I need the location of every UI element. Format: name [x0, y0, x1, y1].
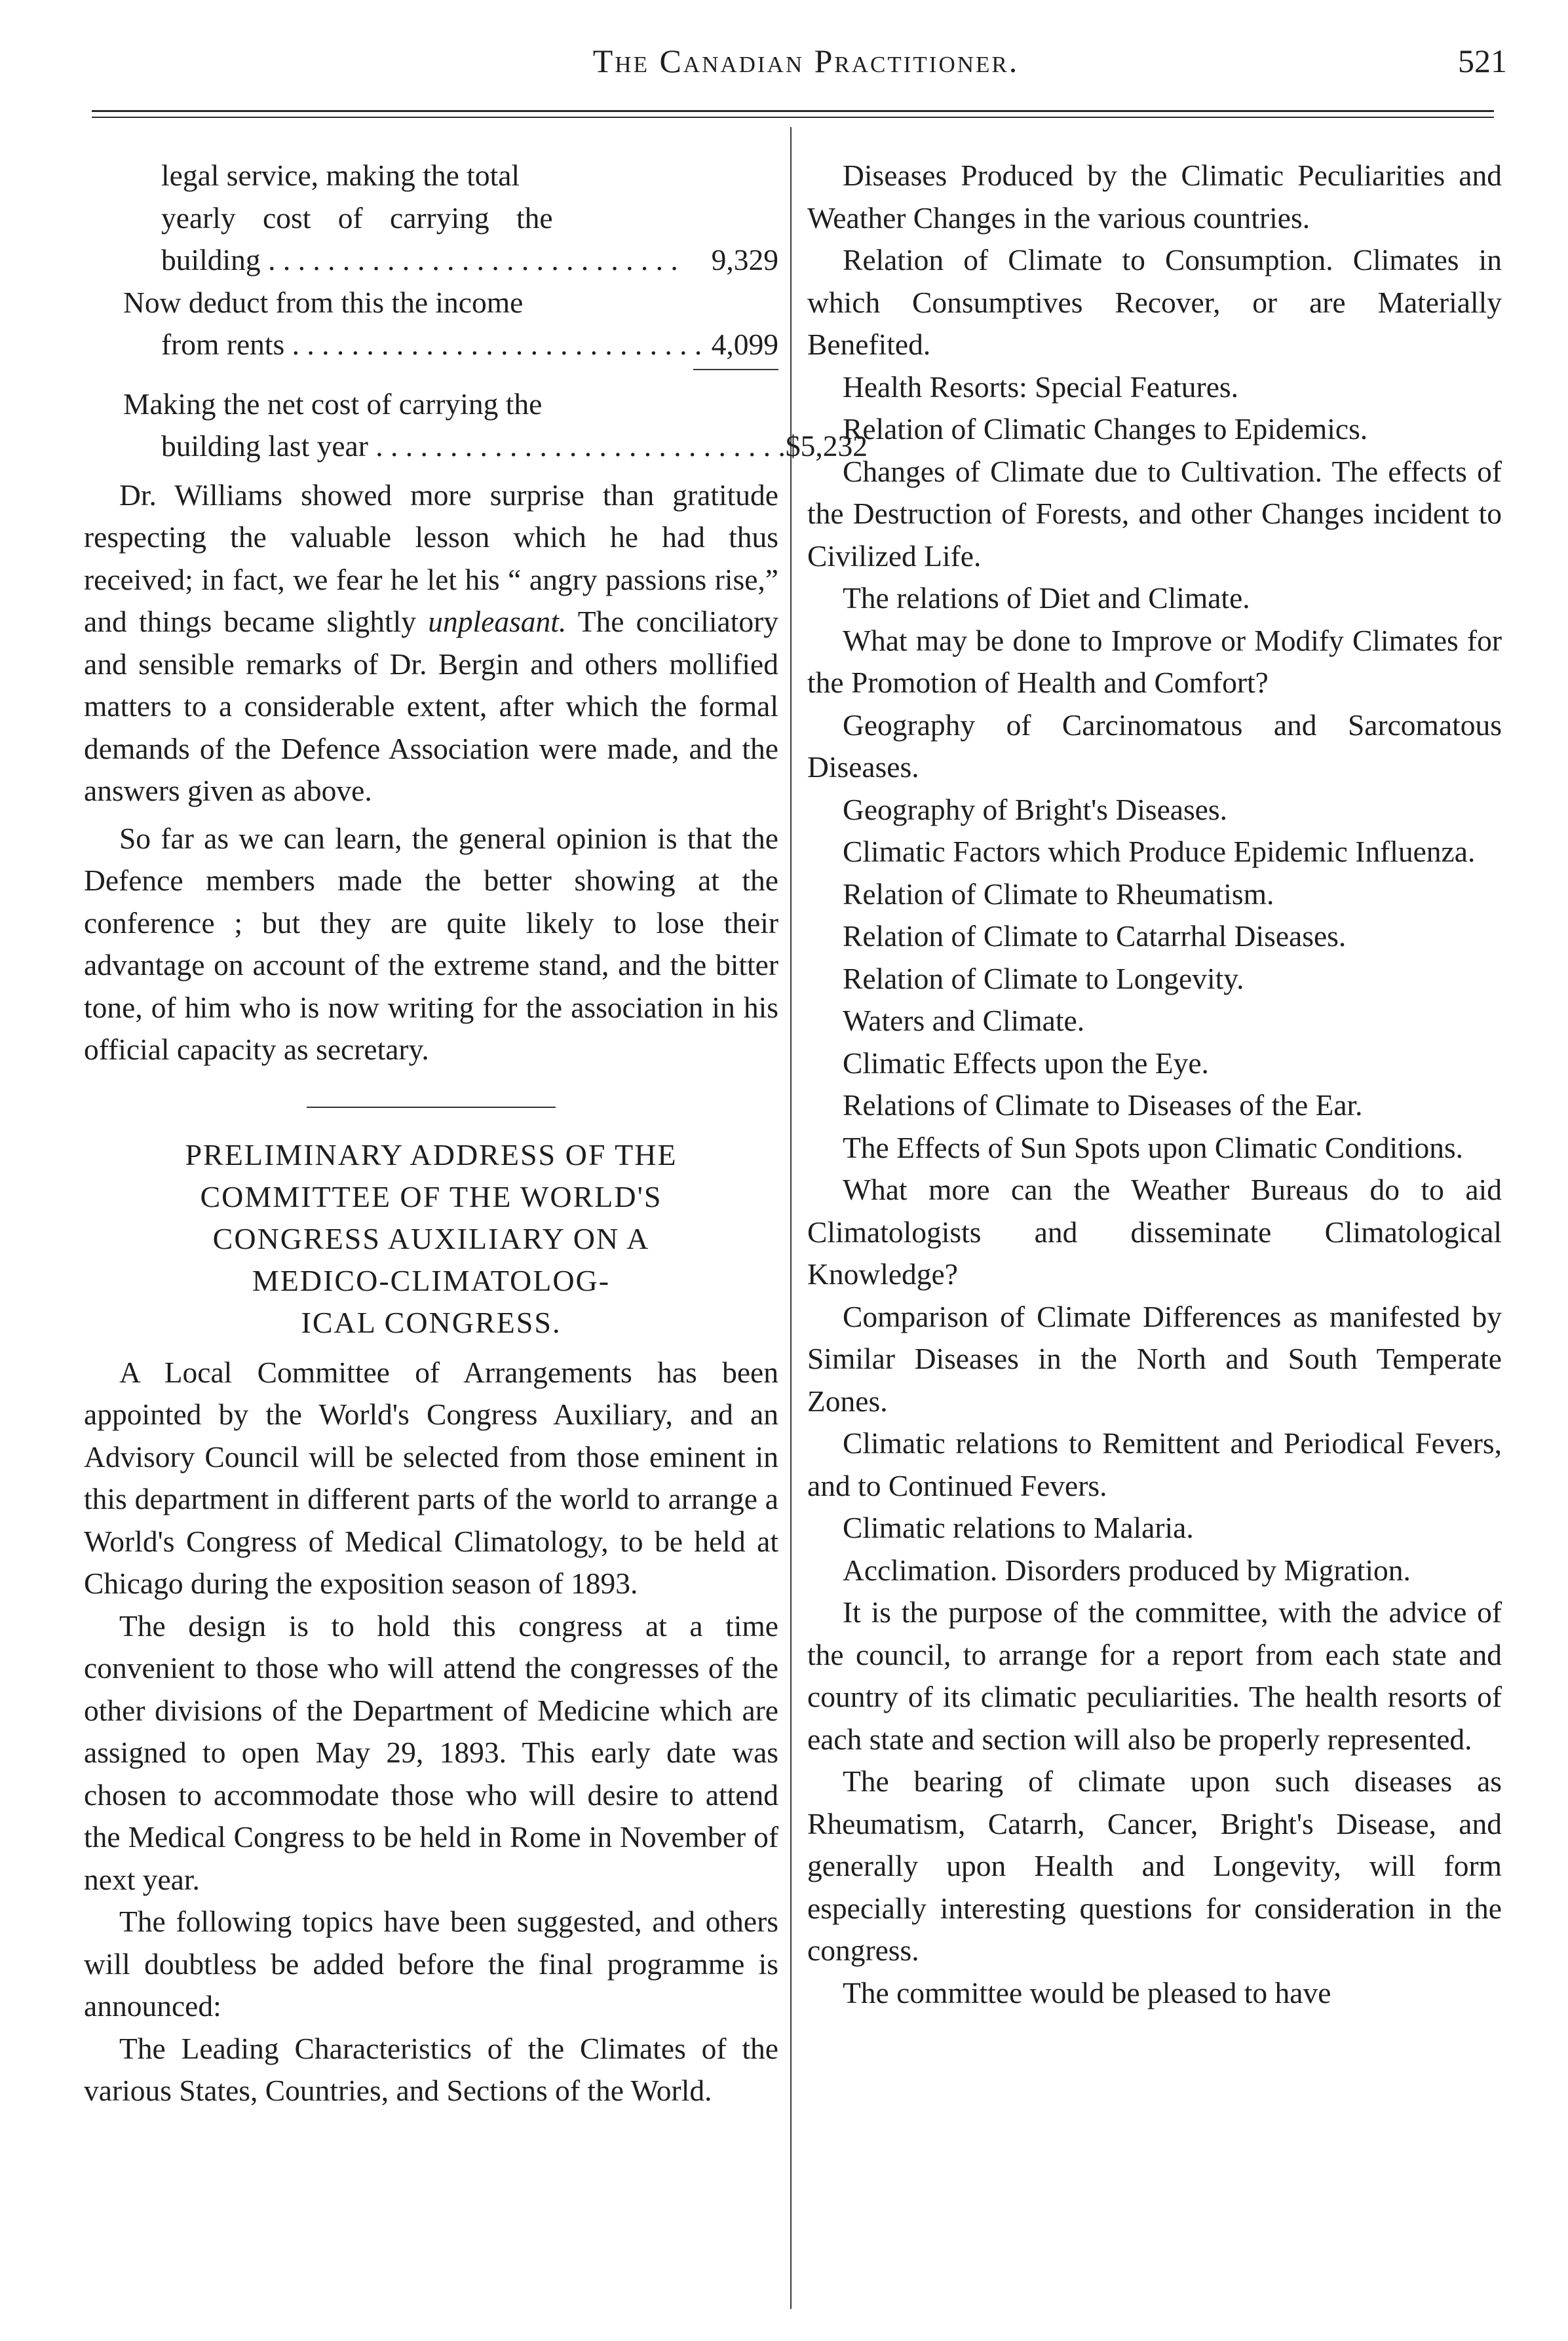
- topic-item: Diseases Produced by the Climatic Peculiarities and Weather Changes in the various countries.: [807, 159, 1502, 235]
- topic-item: Relation of Climate to Catarrhal Diseases.: [843, 919, 1347, 953]
- topic-item: What more can the Weather Bureaus do to aid Climatologists and disseminate Climatological Knowledge?: [807, 1173, 1502, 1291]
- cost-row-2-amount: 4,099: [711, 328, 778, 361]
- article-title-line-4: MEDICO-CLIMATOLOG-: [252, 1263, 611, 1297]
- paragraph-committee: A Local Committee of Arrangements has been appointed by the World's Congress Auxiliary, and an Advisory Council will be selected from those eminent in this department in different parts of the world to arrange a World's Congress of Medical Climatology, to be held at Chicago during the exposition season of 1893.: [84, 1355, 778, 1600]
- paragraph-leading-characteristics: The Leading Characteristics of the Climates of the various States, Countries, and Sections of the World.: [84, 2031, 778, 2107]
- topic-item: Relation of Climate to Longevity.: [843, 961, 1244, 995]
- topic-item: Health Resorts: Special Features.: [843, 370, 1238, 404]
- emphasis-unpleasant: unpleasant.: [428, 605, 567, 638]
- topic-item: Geography of Bright's Diseases.: [843, 792, 1227, 826]
- topic-item: Climatic relations to Malaria.: [843, 1511, 1194, 1544]
- paragraph-topics-intro: The following topics have been suggested, and others will doubtless be added before the final programme is announced:: [84, 1905, 778, 2023]
- topic-item: Relation of Climate to Rheumatism.: [843, 877, 1274, 911]
- cost-row-2-label: from rents: [161, 328, 285, 361]
- header-rule: [92, 110, 1494, 112]
- paragraph-design: The design is to hold this congress at a time convenient to those who will attend the congresses of the other divisions of the Department of Medicine which are assigned to open May 29, 1893. This early date was chosen to accommodate those who will desire to attend the Medical Congress to be held in Rome in November of next year.: [84, 1608, 778, 1896]
- topic-item: Comparison of Climate Differences as manifested by Similar Diseases in the North and South Temperate Zones.: [807, 1299, 1502, 1418]
- paragraph-opinion: So far as we can learn, the general opinion is that the Defence members made the better showing at the conference ; but they are quite likely to lose their advantage on account of the extreme stand, and the bitter tone, of him who is now writing for the association in his official capacity as secretary.: [84, 821, 778, 1066]
- page-number: 521: [1458, 43, 1507, 79]
- cost-row-2-line-1: Now deduct from this the income: [123, 285, 524, 319]
- paragraph-final: The committee would be pleased to have: [843, 1975, 1331, 2009]
- topic-item: Climatic Effects upon the Eye.: [843, 1046, 1209, 1080]
- cost-row-1-total: building . . . . . . . . . . . . . . . . . . . . . . . . . . . . 9,329: [84, 239, 778, 282]
- article-title: [84, 1134, 778, 1344]
- topic-item: Changes of Climate due to Cultivation. The effects of the Destruction of Forests, and other Changes incident to Civilized Life.: [807, 454, 1502, 573]
- header-rule-thin: [92, 117, 1494, 118]
- cost-row-3-line-1: Making the net cost of carrying the: [123, 387, 543, 421]
- topic-item: Relation of Climatic Changes to Epidemics.: [843, 412, 1368, 446]
- left-column: [84, 155, 868, 2112]
- topic-item: Geography of Carcinomatous and Sarcomatous Diseases.: [807, 708, 1502, 784]
- topic-item: What may be done to Improve or Modify Climates for the Promotion of Health and Comfort?: [807, 623, 1502, 699]
- section-rule: [307, 1107, 556, 1108]
- topic-item: Relation of Climate to Consumption. Climates in which Consumptives Recover, or are Materially Benefited.: [807, 243, 1502, 361]
- article-title-line-5: ICAL CONGRESS.: [301, 1305, 562, 1339]
- cost-row-3-amount: $5,232: [785, 429, 868, 463]
- topic-item: The relations of Diet and Climate.: [843, 581, 1250, 615]
- topic-item: Acclimation. Disorders produced by Migration.: [843, 1553, 1411, 1587]
- cost-row-3-total: building last year . . . . . . . . . . . . . . . . . . . . . . . . . . . . $5,232: [84, 425, 778, 468]
- topic-item: Relations of Climate to Diseases of the Ear.: [843, 1088, 1363, 1122]
- cost-row-1-line-1: legal service, making the total: [161, 159, 520, 192]
- article-title-line-3: CONGRESS AUXILIARY ON A: [212, 1221, 650, 1255]
- paragraph-williams: Dr. Williams showed more surprise than gratitude respecting the valuable lesson which he had thus received; in fact, we fear he let his “ angry passions rise,” and things became slightly unpleasant. The conciliatory and sensible remarks of Dr. Bergin and others mollified matters to a considerable extent, after which the formal demands of the Defence Association were made, and the answers given as above.: [84, 478, 778, 807]
- running-title: The Canadian Practitioner.: [592, 43, 1020, 79]
- cost-row-1-amount: 9,329: [711, 243, 778, 276]
- right-column: [807, 155, 1502, 2014]
- topic-item: The Effects of Sun Spots upon Climatic Conditions.: [843, 1130, 1464, 1164]
- topic-item: Waters and Climate.: [843, 1004, 1085, 1037]
- paragraph-bearing: The bearing of climate upon such diseases as Rheumatism, Catarrh, Cancer, Bright's Disease, and generally upon Health and Longevity, will form especially interesting questions for consideration in the congress.: [807, 1764, 1502, 1967]
- paragraph-purpose: It is the purpose of the committee, with the advice of the council, to arrange for a report from each state and country of its climatic peculiarities. The health resorts of each state and section will also be properly represented.: [807, 1595, 1502, 1756]
- topic-item: Climatic Factors which Produce Epidemic Influenza.: [843, 835, 1476, 868]
- cost-row-1-line-2: yearly cost of carrying the: [161, 200, 553, 235]
- article-title-line-1: PRELIMINARY ADDRESS OF THE: [185, 1137, 678, 1171]
- sum-rule: [693, 369, 778, 370]
- cost-row-2-total: from rents . . . . . . . . . . . . . . . . . . . . . . . . . . . . 4,099: [84, 324, 778, 366]
- cost-row-1-label: building: [161, 243, 261, 276]
- cost-row-3-label: building last year: [161, 429, 368, 463]
- article-title-line-2: COMMITTEE OF THE WORLD'S: [200, 1179, 662, 1213]
- cost-table: [84, 155, 868, 468]
- topic-item: Climatic relations to Remittent and Periodical Fevers, and to Continued Fevers.: [807, 1426, 1502, 1502]
